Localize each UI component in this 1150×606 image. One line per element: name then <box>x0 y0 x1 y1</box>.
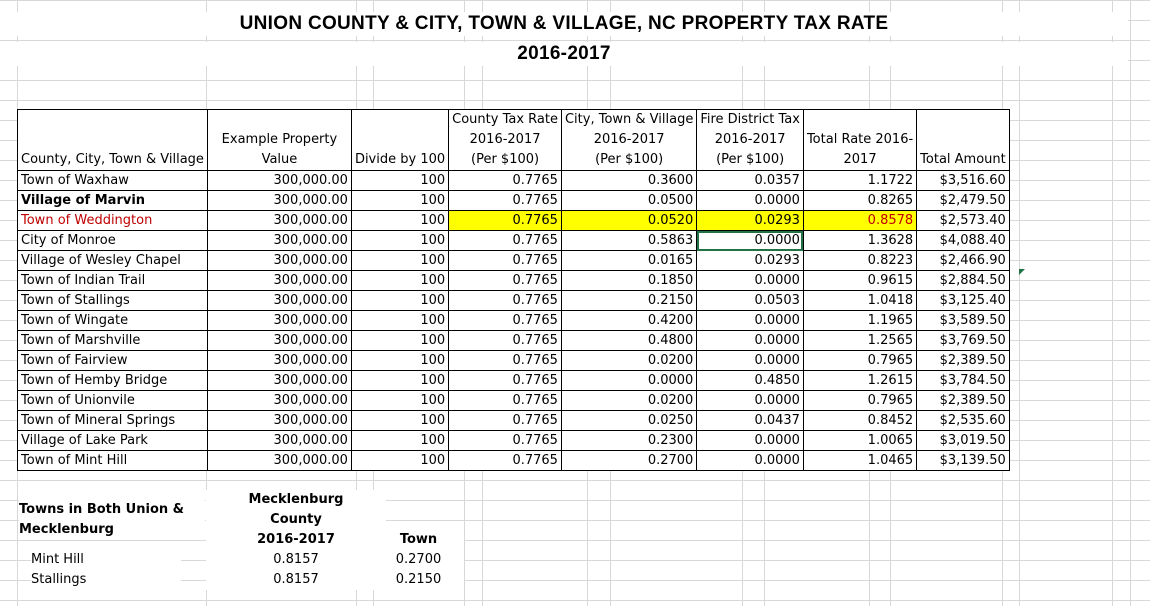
cell-value[interactable]: 300,000.00 <box>207 411 351 431</box>
header-name[interactable]: County, City, Town & Village <box>18 110 208 171</box>
cell-city[interactable]: 0.0200 <box>561 391 696 411</box>
cell-name[interactable]: Town of Marshville <box>18 331 208 351</box>
cell-county[interactable]: 0.7765 <box>449 191 562 211</box>
lower-row-meck[interactable]: 0.8157 <box>206 550 386 570</box>
cell-county[interactable]: 0.7765 <box>449 271 562 291</box>
cell-city[interactable]: 0.2700 <box>561 451 696 471</box>
table-row <box>18 191 1010 211</box>
cell-county[interactable]: 0.7765 <box>449 251 562 271</box>
cell-total-amount[interactable]: $3,769.50 <box>917 331 1010 351</box>
cell-total-amount[interactable]: $4,088.40 <box>917 231 1010 251</box>
cell-divide[interactable]: 100 <box>351 211 448 231</box>
cell-city[interactable]: 0.0250 <box>561 411 696 431</box>
cell-county[interactable]: 0.7765 <box>449 371 562 391</box>
cell-total-rate[interactable]: 0.8452 <box>803 411 916 431</box>
cell-value[interactable]: 300,000.00 <box>207 191 351 211</box>
table-row <box>18 171 1010 191</box>
cell-total-rate[interactable]: 0.7965 <box>803 391 916 411</box>
cell-total-rate[interactable]: 1.1722 <box>803 171 916 191</box>
cell-city[interactable]: 0.0165 <box>561 251 696 271</box>
cell-total-rate[interactable]: 1.2565 <box>803 331 916 351</box>
lower-row-meck[interactable]: 0.8157 <box>206 570 386 590</box>
cell-name[interactable]: Town of Waxhaw <box>18 171 208 191</box>
cell-value[interactable]: 300,000.00 <box>207 351 351 371</box>
cell-city[interactable]: 0.0000 <box>561 371 696 391</box>
cell-divide[interactable]: 100 <box>351 251 448 271</box>
cell-county[interactable]: 0.7765 <box>449 411 562 431</box>
header-divide[interactable]: Divide by 100 <box>351 110 448 171</box>
cell-value[interactable]: 300,000.00 <box>207 171 351 191</box>
cell-value[interactable]: 300,000.00 <box>207 231 351 251</box>
cell-fire[interactable]: 0.0503 <box>697 291 804 311</box>
cell-name[interactable]: Town of Indian Trail <box>18 271 208 291</box>
header-county-rate[interactable]: County Tax Rate 2016-2017 (Per $100) <box>449 110 562 171</box>
cell-fire[interactable]: 0.0000 <box>697 271 804 291</box>
cell-fire[interactable]: 0.0000 <box>697 191 804 211</box>
cell-name[interactable]: Town of Hemby Bridge <box>18 371 208 391</box>
table-row <box>18 431 1010 451</box>
cell-divide[interactable]: 100 <box>351 171 448 191</box>
cell-divide[interactable]: 100 <box>351 311 448 331</box>
cell-county[interactable]: 0.7765 <box>449 171 562 191</box>
header-fire-rate[interactable]: Fire District Tax 2016-2017 (Per $100) <box>697 110 804 171</box>
cell-county[interactable]: 0.7765 <box>449 451 562 471</box>
cell-total-amount[interactable]: $3,125.40 <box>917 291 1010 311</box>
cell-value[interactable]: 300,000.00 <box>207 311 351 331</box>
mecklenburg-header[interactable]: Mecklenburg County 2016-2017 <box>206 490 386 550</box>
lower-row-name[interactable]: Stallings <box>31 570 181 590</box>
cell-city[interactable]: 0.3600 <box>561 171 696 191</box>
cell-name[interactable]: City of Monroe <box>18 231 208 251</box>
table-row <box>18 451 1010 471</box>
cell-divide[interactable]: 100 <box>351 191 448 211</box>
cell-fire[interactable]: 0.0000 <box>697 451 804 471</box>
table-row <box>18 391 1010 411</box>
header-city-rate[interactable]: City, Town & Village 2016-2017 (Per $100) <box>561 110 696 171</box>
cell-value[interactable]: 300,000.00 <box>207 371 351 391</box>
cell-value[interactable]: 300,000.00 <box>207 451 351 471</box>
cell-city[interactable]: 0.1850 <box>561 271 696 291</box>
lower-row-name[interactable]: Mint Hill <box>31 550 181 570</box>
cell-total-amount[interactable]: $3,784.50 <box>917 371 1010 391</box>
cell-value[interactable]: 300,000.00 <box>207 211 351 231</box>
cell-city[interactable]: 0.5863 <box>561 231 696 251</box>
cell-divide[interactable]: 100 <box>351 371 448 391</box>
sheet-title: UNION COUNTY & CITY, TOWN & VILLAGE, NC PROPERTY TAX RATE <box>0 12 1128 36</box>
table-row <box>18 231 1010 251</box>
cell-county[interactable]: 0.7765 <box>449 291 562 311</box>
cell-county[interactable]: 0.7765 <box>449 211 562 231</box>
cell-city[interactable]: 0.0520 <box>561 211 696 231</box>
sheet-subtitle: 2016-2017 <box>0 42 1128 66</box>
cell-fire[interactable]: 0.0000 <box>697 431 804 451</box>
table-row <box>18 211 1010 231</box>
header-property-value[interactable]: Example Property Value <box>207 110 351 171</box>
cell-fire[interactable]: 0.0293 <box>697 211 804 231</box>
cell-name[interactable]: Town of Weddington <box>18 211 208 231</box>
cell-divide[interactable]: 100 <box>351 291 448 311</box>
cell-total-amount[interactable]: $2,389.50 <box>917 391 1010 411</box>
cell-divide[interactable]: 100 <box>351 231 448 251</box>
table-row <box>18 351 1010 371</box>
cell-name[interactable]: Village of Lake Park <box>18 431 208 451</box>
table-row <box>18 291 1010 311</box>
cell-county[interactable]: 0.7765 <box>449 331 562 351</box>
cell-value[interactable]: 300,000.00 <box>207 431 351 451</box>
lower-row-town[interactable]: 0.2700 <box>373 550 464 570</box>
comment-indicator-icon[interactable] <box>1019 269 1025 275</box>
cell-fire[interactable]: 0.0293 <box>697 251 804 271</box>
cell-divide[interactable]: 100 <box>351 271 448 291</box>
cell-name[interactable]: Village of Wesley Chapel <box>18 251 208 271</box>
cell-divide[interactable]: 100 <box>351 411 448 431</box>
cell-name[interactable]: Town of Wingate <box>18 311 208 331</box>
cell-total-rate[interactable]: 1.0065 <box>803 431 916 451</box>
cell-total-amount[interactable]: $2,389.50 <box>917 351 1010 371</box>
table-row <box>18 251 1010 271</box>
cell-divide[interactable]: 100 <box>351 431 448 451</box>
cell-total-amount[interactable]: $2,535.60 <box>917 411 1010 431</box>
cell-total-rate[interactable]: 1.3628 <box>803 231 916 251</box>
cell-city[interactable]: 0.2150 <box>561 291 696 311</box>
table-row <box>18 311 1010 331</box>
cell-county[interactable]: 0.7765 <box>449 391 562 411</box>
header-total-amount[interactable]: Total Amount <box>917 110 1010 171</box>
cell-total-amount[interactable]: $2,573.40 <box>917 211 1010 231</box>
cell-name[interactable]: Town of Stallings <box>18 291 208 311</box>
table-row <box>18 411 1010 431</box>
cell-total-amount[interactable]: $3,019.50 <box>917 431 1010 451</box>
cell-value[interactable]: 300,000.00 <box>207 291 351 311</box>
cell-fire[interactable]: 0.0000 <box>697 391 804 411</box>
table-row <box>18 271 1010 291</box>
cell-name[interactable]: Town of Unionvile <box>18 391 208 411</box>
cell-total-rate[interactable]: 0.8265 <box>803 191 916 211</box>
cell-value[interactable]: 300,000.00 <box>207 331 351 351</box>
cell-value[interactable]: 300,000.00 <box>207 271 351 291</box>
cell-total-amount[interactable]: $2,884.50 <box>917 271 1010 291</box>
cell-fire[interactable]: 0.0437 <box>697 411 804 431</box>
town-header[interactable]: Town <box>373 530 464 550</box>
cell-city[interactable]: 0.0500 <box>561 191 696 211</box>
cell-total-amount[interactable]: $3,589.50 <box>917 311 1010 331</box>
cell-city[interactable]: 0.2300 <box>561 431 696 451</box>
cell-name[interactable]: Town of Mineral Springs <box>18 411 208 431</box>
cell-total-amount[interactable]: $3,516.60 <box>917 171 1010 191</box>
cell-total-amount[interactable]: $2,466.90 <box>917 251 1010 271</box>
cell-divide[interactable]: 100 <box>351 451 448 471</box>
cell-total-rate[interactable]: 0.8223 <box>803 251 916 271</box>
table-row <box>18 331 1010 351</box>
lower-label: Towns in Both Union & Mecklenburg <box>19 500 205 540</box>
cell-county[interactable]: 0.7765 <box>449 351 562 371</box>
table-row <box>18 371 1010 391</box>
header-total-rate[interactable]: Total Rate 2016- 2017 <box>803 110 916 171</box>
cell-county[interactable]: 0.7765 <box>449 431 562 451</box>
cell-name[interactable]: Town of Mint Hill <box>18 451 208 471</box>
cell-fire[interactable]: 0.0000 <box>697 331 804 351</box>
lower-row-town[interactable]: 0.2150 <box>373 570 464 590</box>
cell-name[interactable]: Village of Marvin <box>18 191 208 211</box>
cell-county[interactable]: 0.7765 <box>449 311 562 331</box>
cell-fire[interactable]: 0.0000 <box>697 311 804 331</box>
cell-fire[interactable]: 0.0000 <box>697 231 804 251</box>
cell-county[interactable]: 0.7765 <box>449 231 562 251</box>
cell-total-amount[interactable]: $2,479.50 <box>917 191 1010 211</box>
cell-fire[interactable]: 0.4850 <box>697 371 804 391</box>
cell-total-rate[interactable]: 1.0418 <box>803 291 916 311</box>
cell-divide[interactable]: 100 <box>351 331 448 351</box>
cell-name[interactable]: Town of Fairview <box>18 351 208 371</box>
cell-city[interactable]: 0.4200 <box>561 311 696 331</box>
cell-divide[interactable]: 100 <box>351 351 448 371</box>
cell-total-rate[interactable]: 1.0465 <box>803 451 916 471</box>
cell-divide[interactable]: 100 <box>351 391 448 411</box>
cell-total-amount[interactable]: $3,139.50 <box>917 451 1010 471</box>
cell-fire[interactable]: 0.0357 <box>697 171 804 191</box>
cell-total-rate[interactable]: 0.9615 <box>803 271 916 291</box>
cell-total-rate[interactable]: 0.7965 <box>803 351 916 371</box>
cell-city[interactable]: 0.0200 <box>561 351 696 371</box>
cell-value[interactable]: 300,000.00 <box>207 391 351 411</box>
tax-rate-table <box>17 109 1010 471</box>
cell-fire[interactable]: 0.0000 <box>697 351 804 371</box>
cell-value[interactable]: 300,000.00 <box>207 251 351 271</box>
cell-city[interactable]: 0.4800 <box>561 331 696 351</box>
cell-total-rate[interactable]: 0.8578 <box>803 211 916 231</box>
cell-total-rate[interactable]: 1.1965 <box>803 311 916 331</box>
cell-total-rate[interactable]: 1.2615 <box>803 371 916 391</box>
